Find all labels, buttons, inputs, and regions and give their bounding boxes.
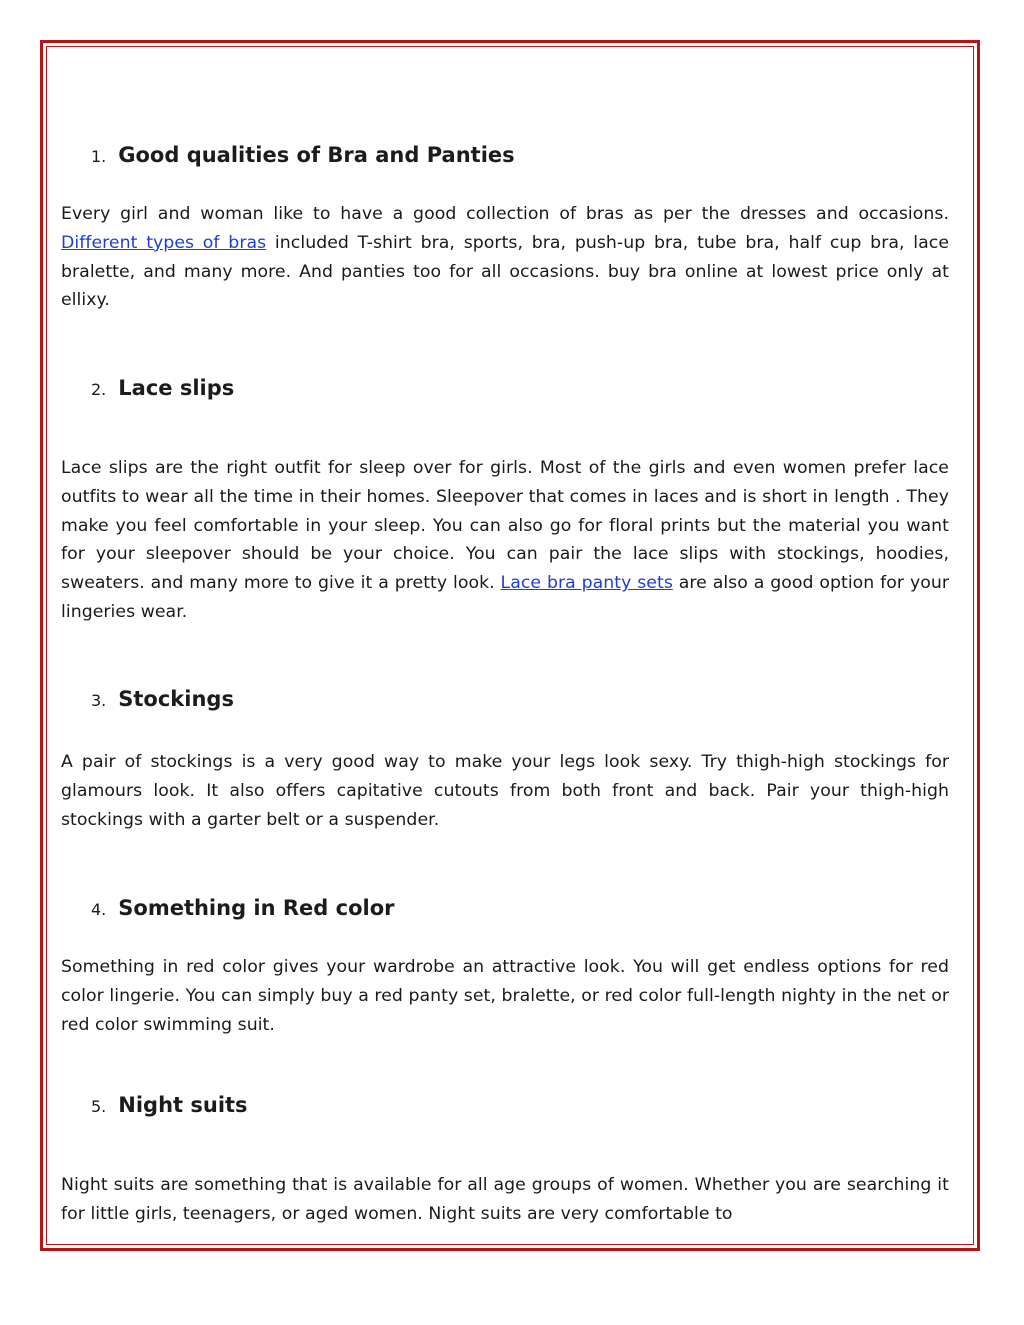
section-heading-lace-slips bbox=[91, 375, 234, 403]
section-heading-stockings bbox=[91, 686, 234, 714]
section-number: 5. bbox=[91, 1097, 107, 1116]
section-body-red-color: Something in red color gives your wardrobe an attractive look. You will get endless options for red color lingerie. You can simply buy a red panty set, bralette, or red color full-length nighty in the net or red color swimming suit. bbox=[61, 957, 949, 1035]
different-types-of-bras-link[interactable]: Different types of bras bbox=[61, 232, 267, 253]
section-body-stockings: A pair of stockings is a very good way to make your legs look sexy. Try thigh-high stockings for glamours look. It also offers capitative cutouts from both front and back. Pair your thigh-high stockings with a garter belt or a suspender. bbox=[61, 752, 949, 830]
section-number: 2. bbox=[91, 380, 107, 399]
section-heading-good-qualities bbox=[91, 142, 515, 170]
section-number: 3. bbox=[91, 691, 107, 710]
lace-bra-panty-sets-link[interactable]: Lace bra panty sets bbox=[500, 573, 673, 594]
section-number: 1. bbox=[91, 147, 107, 166]
section-heading-red-color bbox=[91, 895, 395, 923]
section-body-night-suits: Night suits are something that is available for all age groups of women. Whether you are searching it for little girls, teenagers, or aged women. Night suits are very comfortable to bbox=[61, 1175, 949, 1224]
section-body-good-qualities bbox=[61, 200, 949, 315]
body-text: are also a good option for your lingeries wear. bbox=[61, 573, 949, 622]
section-title: Lace slips bbox=[118, 376, 235, 400]
section-title: Something in Red color bbox=[118, 896, 395, 920]
section-title: Good qualities of Bra and Panties bbox=[118, 143, 515, 167]
body-text: included T-shirt bra, sports, bra, push-up bra, tube bra, half cup bra, lace bralette, and many more. And panties too for all occasions. buy bra online at lowest price only at ellixy. bbox=[61, 232, 950, 311]
section-heading-night-suits bbox=[91, 1092, 248, 1120]
body-text: Lace slips are the right outfit for sleep over for girls. Most of the girls and even women prefer lace outfits to wear all the time in their homes. Sleepover that comes in laces and is short in length . They make you feel comfortable in your sleep. You can also go for floral prints but the material you want for your sleepover should be your choice. You can pair the lace slips with stockings, hoodies, sweaters. and many more to give it a pretty look. bbox=[61, 458, 949, 594]
section-title: Stockings bbox=[118, 687, 234, 711]
section-title: Night suits bbox=[118, 1093, 248, 1117]
section-body-lace-slips bbox=[61, 454, 949, 627]
section-number: 4. bbox=[91, 900, 107, 919]
body-text: Every girl and woman like to have a good collection of bras as per the dresses and occasions. bbox=[61, 204, 949, 224]
